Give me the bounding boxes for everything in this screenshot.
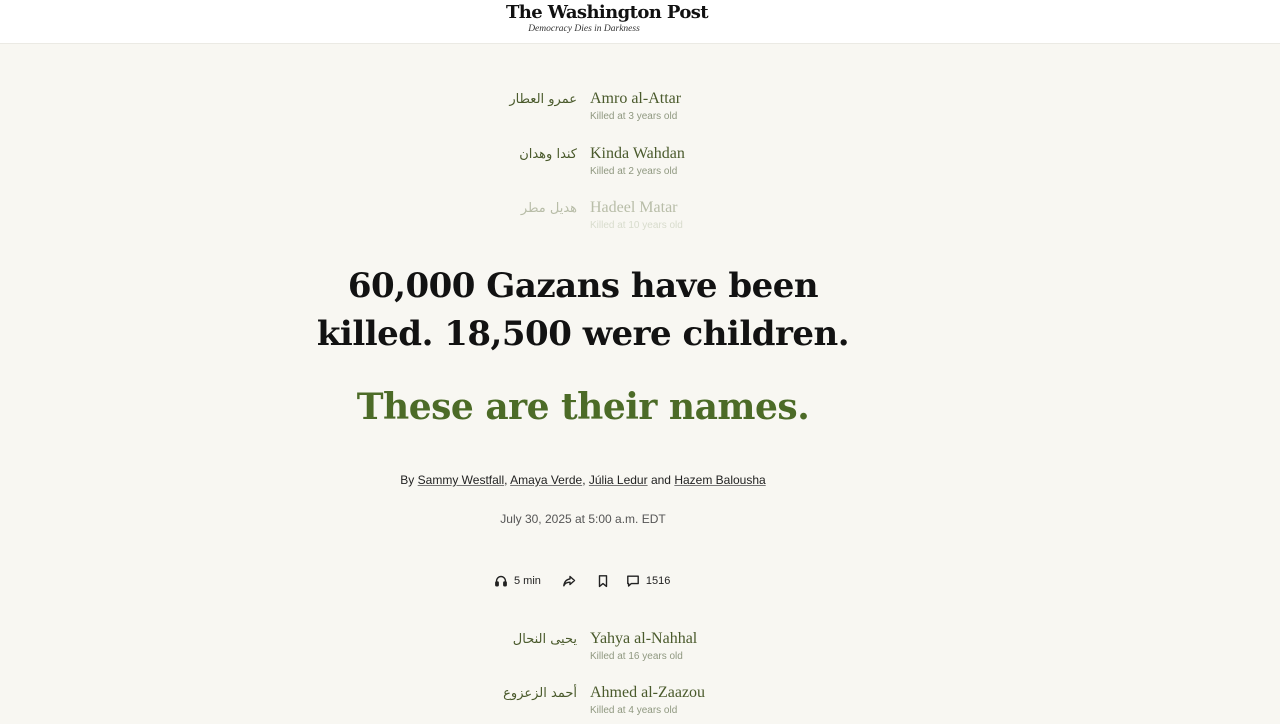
listen-duration: 5 min xyxy=(514,575,541,587)
masthead-tagline: Democracy Dies in Darkness xyxy=(528,24,640,34)
byline xyxy=(300,473,866,487)
victim-name: Kinda Wahdan xyxy=(590,145,685,162)
victim-age: Killed at 2 years old xyxy=(590,166,678,177)
headphones-icon xyxy=(494,574,508,588)
comments-count: 1516 xyxy=(645,575,671,587)
victim-name-arabic: كندا وهدان xyxy=(519,147,577,162)
victim-name-arabic: يحيى النحال xyxy=(512,632,577,647)
byline-prefix: By xyxy=(400,473,415,487)
victim-name-arabic: عمرو العطار xyxy=(509,92,577,107)
author-link[interactable]: Júlia Ledur xyxy=(588,473,648,487)
author-link[interactable]: Amaya Verde xyxy=(510,473,583,487)
comment-icon xyxy=(626,574,640,588)
victim-name: Hadeel Matar xyxy=(590,199,678,216)
author-link[interactable]: Hazem Balousha xyxy=(674,473,766,487)
victim-entry xyxy=(400,684,820,724)
byline-separator: , xyxy=(504,473,508,487)
article-subheadline: These are their names. xyxy=(356,386,810,428)
washington-post-logo[interactable]: The Washington Post xyxy=(506,2,709,23)
author-link[interactable]: Sammy Westfall xyxy=(417,473,505,487)
byline-separator: , xyxy=(582,473,586,487)
victim-name-arabic: هديل مطر xyxy=(520,201,577,216)
headline-line-2: killed. 18,500 were children. xyxy=(316,314,850,354)
victim-name: Amro al-Attar xyxy=(590,90,682,107)
victim-entry xyxy=(400,630,820,670)
victim-age: Killed at 10 years old xyxy=(590,220,683,231)
listen-button[interactable] xyxy=(494,574,541,588)
share-icon xyxy=(562,574,576,588)
victim-entry xyxy=(400,90,820,130)
victim-age: Killed at 4 years old xyxy=(590,705,678,716)
share-button[interactable] xyxy=(562,574,576,588)
bookmark-icon xyxy=(596,574,610,588)
victim-entry xyxy=(400,145,820,185)
victim-name-arabic: أحمد الزعزوع xyxy=(503,686,577,701)
comments-button[interactable] xyxy=(626,574,670,588)
victim-age: Killed at 16 years old xyxy=(590,651,683,662)
victim-entry xyxy=(400,199,820,239)
article-headline xyxy=(300,262,866,358)
bookmark-button[interactable] xyxy=(596,574,610,588)
victim-age: Killed at 3 years old xyxy=(590,111,678,122)
masthead[interactable] xyxy=(506,2,709,35)
article-actions xyxy=(494,572,670,590)
victim-name: Ahmed al-Zaazou xyxy=(590,684,706,701)
victim-name: Yahya al-Nahhal xyxy=(590,630,698,647)
headline-line-1: 60,000 Gazans have been xyxy=(347,266,819,306)
publish-date: July 30, 2025 at 5:00 a.m. EDT xyxy=(500,512,666,526)
byline-conjunction: and xyxy=(650,473,671,487)
